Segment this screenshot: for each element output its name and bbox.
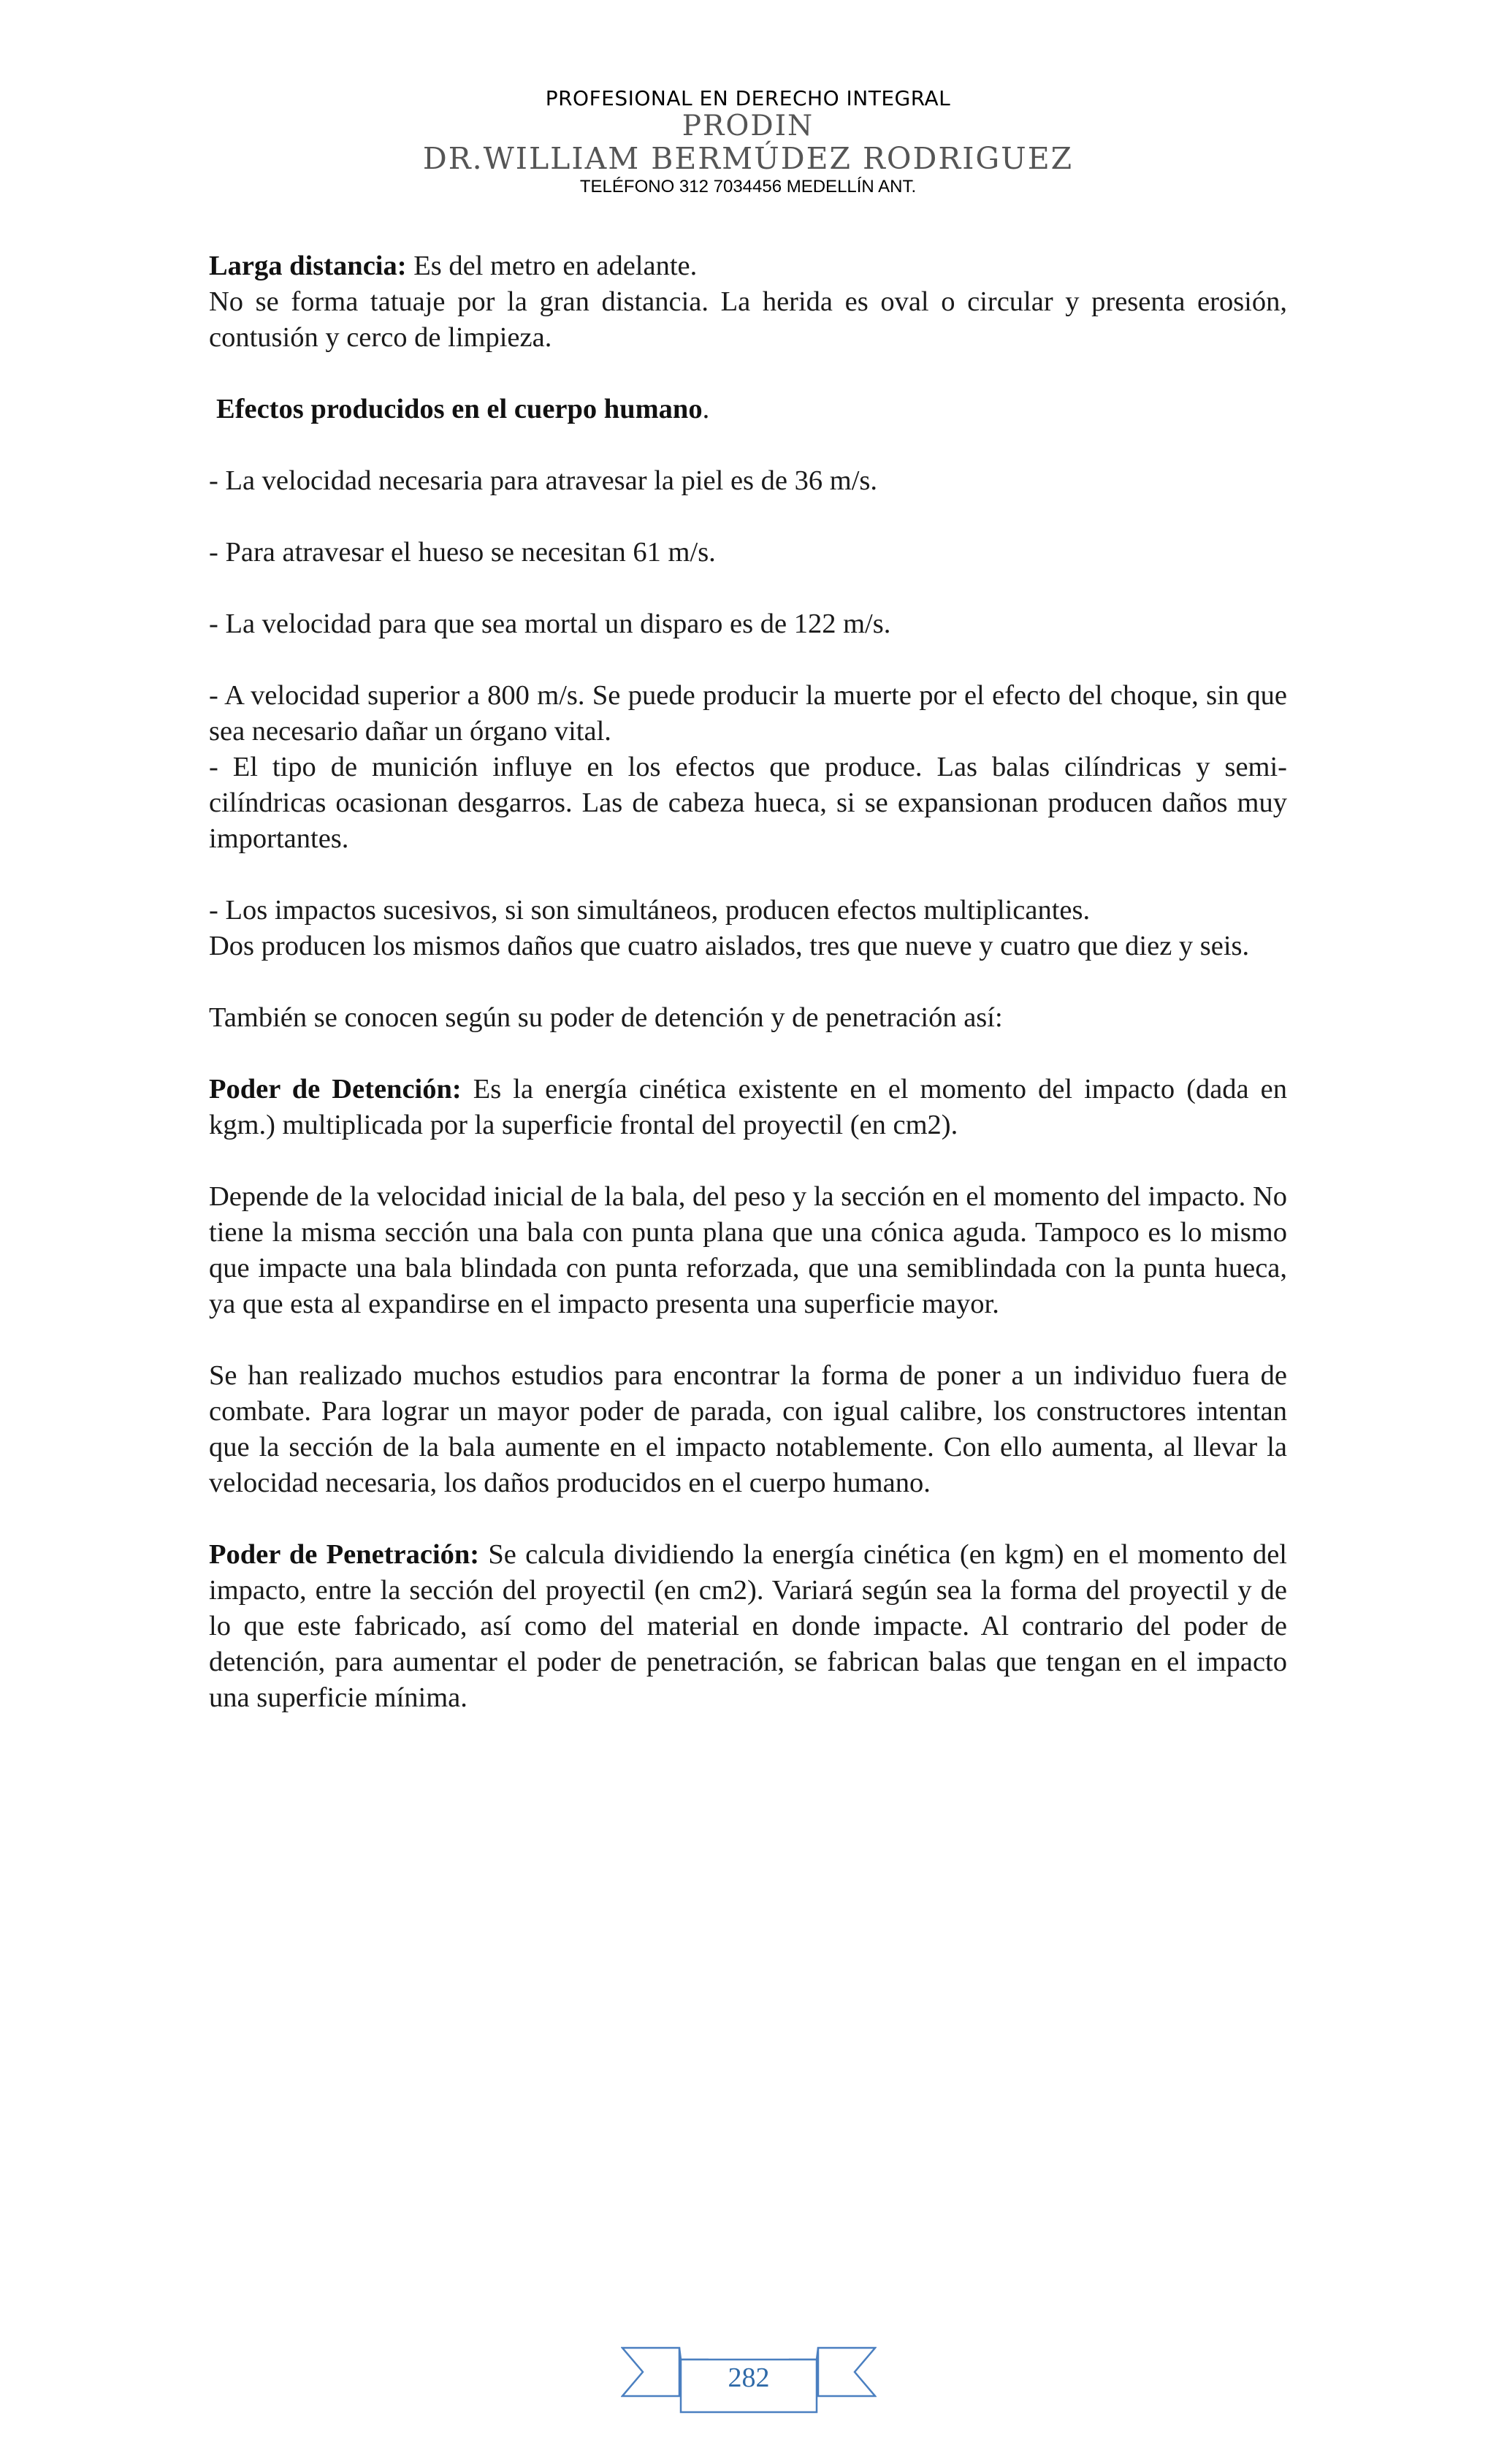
paragraph-estudios: Se han realizado muchos estudios para encontrar la forma de poner a un individuo fuera de combate. Para lograr un mayor poder de parada, con igual calibre, los constructores intentan que la sección de la bala aumente en el impacto notablemente. Con ello aumenta, al llevar la velocidad necesaria, los daños producidos en el cuerpo humano.	[209, 1360, 1287, 1498]
bullet-municion: - El tipo de munición influye en los efectos que produce. Las balas cilíndricas y semi-cilíndricas ocasionan desgarros. Las de cabeza hueca, si se expansionan producen daños muy importantes.	[209, 752, 1287, 854]
bullet-mortal: - La velocidad para que sea mortal un disparo es de 122 m/s.	[209, 609, 891, 639]
definition-poder-penetracion: Se calcula dividiendo la energía cinética (en kgm) en el momento del impacto, entre la sección del proyectil (en cm2). Variará según sea la forma del proyectil y de lo que este fabricado, así como del material en donde impacte. Al contrario del poder de detención, para aumentar el poder de penetración, se fabrican balas que tengan en el impacto una superficie mínima.	[209, 1539, 1287, 1713]
bullet-impactos: - Los impactos sucesivos, si son simultáneos, producen efectos multiplicantes.	[209, 895, 1091, 926]
section-heading	[209, 392, 1287, 427]
paragraph-poder-penetracion	[209, 1537, 1287, 1716]
paragraph-depende: Depende de la velocidad inicial de la bala, del peso y la sección en el momento del impacto. No tiene la misma sección una bala con punta plana que una cónica aguda. Tampoco es lo mismo que impacte una bala blindada con punta reforzada, que una semiblindada con la punta hueca, ya que esta al expandirse en el impacto presenta una superficie mayor.	[209, 1181, 1287, 1319]
paragraph-herida: No se forma tatuaje por la gran distancia. La herida es oval o circular y presenta erosión, contusión y cerco de limpieza.	[209, 286, 1287, 353]
section-title: Efectos producidos en el cuerpo humano	[216, 394, 703, 424]
term-larga-distancia: Larga distancia:	[209, 251, 407, 281]
page-number: 282	[728, 2362, 770, 2393]
term-poder-penetracion: Poder de Penetración:	[209, 1539, 480, 1570]
paragraph-tambien: También se conocen según su poder de detención y de penetración así:	[209, 1002, 1003, 1033]
bullet-800: - A velocidad superior a 800 m/s. Se puede producir la muerte por el efecto del choque, sin que sea necesario dañar un órgano vital.	[209, 680, 1287, 747]
paragraph-dos-producen: Dos producen los mismos daños que cuatro aislados, tres que nueve y cuatro que diez y seis.	[209, 931, 1250, 961]
definition-larga-distancia: Es del metro en adelante.	[406, 251, 698, 281]
paragraph-larga-distancia	[209, 248, 1287, 284]
header-firm-name: PROFESIONAL EN DERECHO INTEGRAL	[545, 86, 951, 110]
bullet-hueso: - Para atravesar el hueso se necesitan 61 m/s.	[209, 537, 716, 568]
page-footer	[621, 2338, 877, 2418]
document-body	[209, 248, 1287, 1752]
header-contact: TELÉFONO 312 7034456 MEDELLÍN ANT.	[579, 177, 917, 197]
header-author: DR.WILLIAM BERMÚDEZ RODRIGUEZ	[422, 141, 1074, 176]
section-title-punct: .	[702, 394, 710, 424]
paragraph-poder-detencion	[209, 1072, 1287, 1143]
page-header	[0, 86, 1496, 199]
bullet-piel: - La velocidad necesaria para atravesar la piel es de 36 m/s.	[209, 465, 877, 496]
definition-poder-detencion: Es la energía cinética existente en el momento del impacto (dada en kgm.) multiplicada por la superficie frontal del proyectil (en cm2).	[209, 1074, 1287, 1140]
header-acronym: PRODIN	[682, 110, 814, 142]
term-poder-detencion: Poder de Detención:	[209, 1074, 462, 1105]
